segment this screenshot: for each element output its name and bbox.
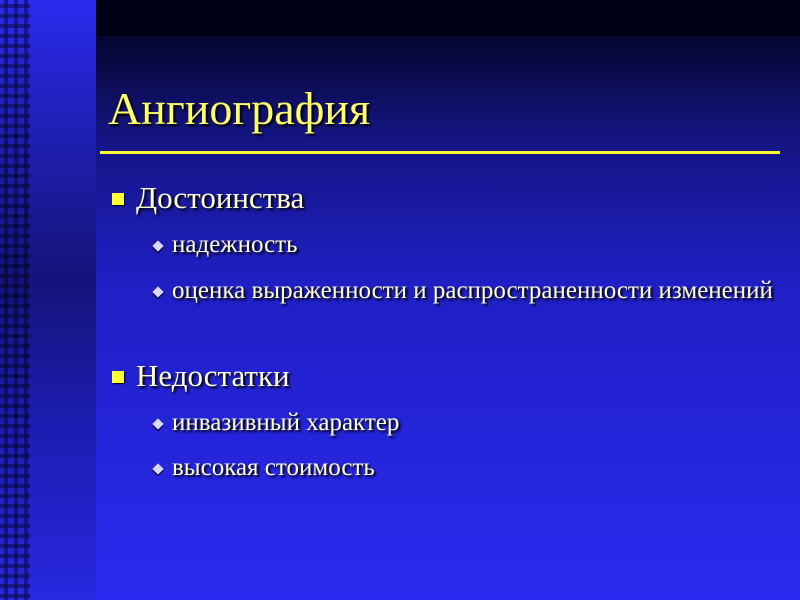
sub-bullet-text: инвазивный характер — [172, 409, 400, 436]
sub-bullet-cost — [152, 453, 782, 483]
title-underline — [100, 151, 780, 154]
sub-bullet-text: оценка выраженности и распространенности изменений — [172, 277, 773, 304]
sub-bullet-text: высокая стоимость — [172, 454, 375, 481]
bullet-disadvantages — [112, 358, 290, 394]
bullet-advantages — [112, 180, 304, 216]
diamond-bullet-icon — [152, 418, 163, 429]
sub-bullet-reliability — [152, 230, 782, 260]
sub-bullet-assessment — [152, 276, 782, 306]
square-bullet-icon — [112, 193, 124, 205]
diamond-bullet-icon — [152, 463, 163, 474]
sub-bullet-invasive — [152, 408, 782, 438]
sub-bullet-text: надежность — [172, 231, 298, 258]
diamond-bullet-icon — [152, 240, 163, 251]
bullet-heading: Недостатки — [136, 358, 290, 393]
diamond-bullet-icon — [152, 286, 163, 297]
checker-pattern — [0, 0, 30, 600]
top-dark-strip — [96, 0, 800, 36]
slide-title: Ангиография — [108, 83, 371, 134]
left-decorative-band — [0, 0, 96, 600]
square-bullet-icon — [112, 371, 124, 383]
bullet-heading: Достоинства — [136, 180, 305, 215]
